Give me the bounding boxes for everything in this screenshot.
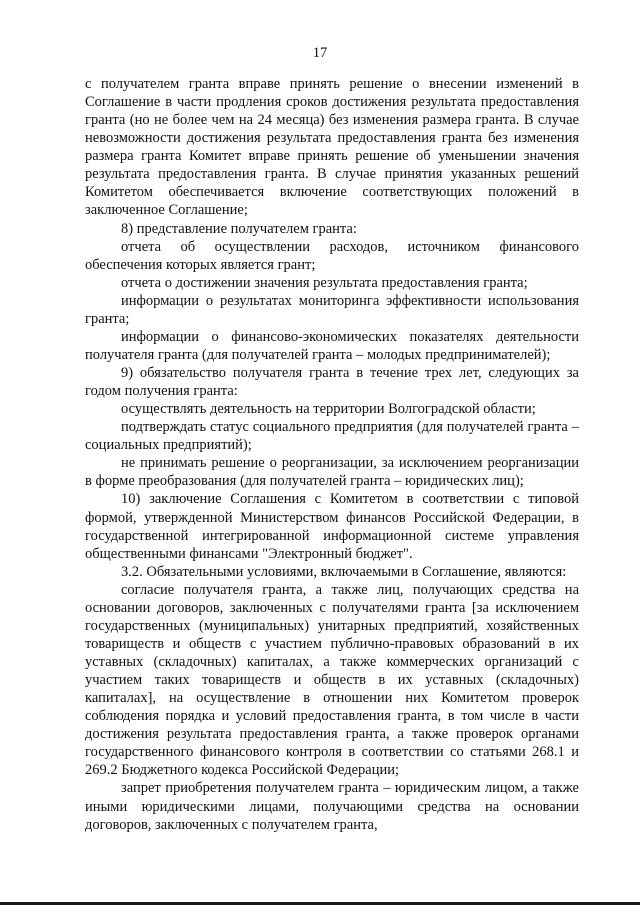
- paragraph-item-8: 8) представление получателем гранта:: [121, 220, 357, 237]
- document-body: [85, 75, 579, 834]
- paragraph-no-reorganization: не принимать решение о реорганизации, за исключением реорганизации в форме преобразования (для получателей гранта – юридических лиц);: [85, 455, 579, 490]
- paragraph-activity-territory: осуществлять деятельность на территории Волгоградской области;: [121, 401, 536, 418]
- page-number: 17: [312, 45, 328, 61]
- paragraph-acquisition-ban: запрет приобретения получателем гранта – юридическим лицом, а также иными юридическими лицами, получающими средства на основании договоров, заключенных с получателем гранта,: [85, 780, 579, 833]
- paragraph-section-3-2: 3.2. Обязательными условиями, включаемыми в Соглашение, являются:: [121, 563, 567, 580]
- paragraph-item-9: 9) обязательство получателя гранта в течение трех лет, следующих за годом получения гранта:: [85, 365, 579, 400]
- paragraph-expenses-report: отчета об осуществлении расходов, источником финансового обеспечения которых является грант;: [85, 238, 579, 273]
- paragraph-social-status: подтверждать статус социального предприятия (для получателей гранта – социальных предприятий);: [85, 419, 579, 454]
- paragraph-financial-info: информации о финансово-экономических показателях деятельности получателя гранта (для получателей гранта – молодых предпринимателей);: [85, 328, 579, 363]
- paragraph-monitoring-info: информации о результатах мониторинга эффективности использования гранта;: [85, 292, 579, 327]
- paragraph-result-report: отчета о достижении значения результата предоставления гранта;: [121, 274, 528, 291]
- paragraph-item-10: 10) заключение Соглашения с Комитетом в соответствии с типовой формой, утвержденной Министерством финансов Российской Федерации, в государственной интегрированной информационной системе управления общественными финансами "Электронный бюджет".: [85, 491, 579, 562]
- paragraph-grant-changes: с получателем гранта вправе принять решение о внесении изменений в Соглашение в части продления сроков достижения результата предоставления гранта (но не более чем на 24 месяца) без изменения размера гранта. В случае невозможности достижения результата предоставления гранта без изменения размера гранта Комитет вправе принять решение об уменьшении значения результата предоставления гранта. В случае принятия указанных решений Комитетом обеспечивается включение соответствующих положений в заключенное Соглашение;: [85, 76, 579, 219]
- paragraph-consent: согласие получателя гранта, а также лиц, получающих средства на основании договоров, заключенных с получателями гранта [за исключением государственных (муниципальных) унитарных предприятий, хозяйственных товариществ и обществ с участием публично-правовых образований в их уставных (складочных) капиталах, а также коммерческих организаций с участием таких товариществ и обществ в их уставных (складочных) капиталах], на осуществление в отношении них Комитетом проверок соблюдения порядка и условий предоставления гранта, в том числе в части достижения результата предоставления гранта, а также проверок органами государственного финансового контроля в соответствии со статьями 268.1 и 269.2 Бюджетного кодекса Российской Федерации;: [85, 581, 579, 779]
